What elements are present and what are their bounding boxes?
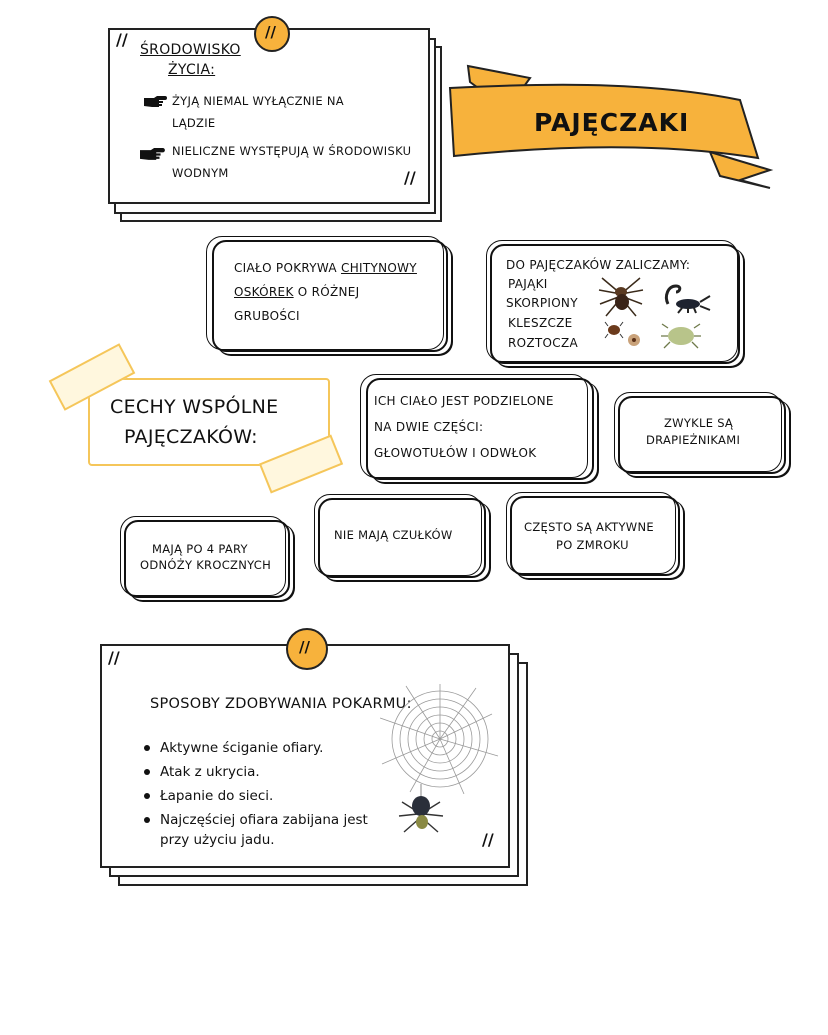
pointing-hand-icon <box>144 96 168 108</box>
pin-label: // <box>265 23 276 41</box>
tick-mark: // <box>482 830 494 849</box>
spider-icon <box>596 272 646 318</box>
habitat-heading-line2: ŻYCIA: <box>168 62 216 78</box>
habitat-heading-line1: ŚRODOWISKO <box>140 42 241 58</box>
antennae-line1: NIE MAJĄ CZUŁKÓW <box>334 528 453 542</box>
predators-outline <box>614 392 782 472</box>
body-cover-line1 <box>234 256 417 280</box>
body-cover-prefix: CIAŁO POKRYWA <box>234 261 342 275</box>
pin-label: // <box>299 638 310 656</box>
night-line2: PO ZMROKU <box>556 538 629 552</box>
food-item-4-line2: przy użyciu jadu. <box>160 832 275 848</box>
food-list <box>142 736 368 832</box>
body-cover-line2 <box>234 280 360 304</box>
tick-mark: // <box>116 30 128 49</box>
members-item-mites: ROZTOCZA <box>508 336 578 350</box>
scorpion-icon <box>660 280 712 314</box>
members-item-scorpions: SKORPIONY <box>506 296 578 310</box>
mite-icon <box>660 322 702 350</box>
pin-icon <box>254 16 290 52</box>
legs-line1: MAJĄ PO 4 PARY <box>152 542 248 556</box>
hanging-spider-icon <box>396 784 446 840</box>
food-card <box>100 644 532 886</box>
tick-mark: // <box>404 168 416 187</box>
food-heading: SPOSOBY ZDOBYWANIA POKARMU: <box>150 696 412 712</box>
food-item: Aktywne ściganie ofiary. <box>142 736 368 760</box>
habitat-item-2-line1: NIELICZNE WYSTĘPUJĄ W ŚRODOWISKU <box>172 144 412 158</box>
habitat-item-1-line2: LĄDZIE <box>172 116 216 130</box>
habitat-item-2-line2: WODNYM <box>172 166 229 180</box>
body-cover-cuticle: OSKÓREK <box>234 285 294 299</box>
body-cover-chitin: CHITYNOWY <box>341 261 417 275</box>
pin-icon <box>286 628 328 670</box>
members-item-ticks: KLESZCZE <box>508 316 573 330</box>
predators-line1: ZWYKLE SĄ <box>664 416 734 430</box>
pointing-hand-icon <box>140 148 166 161</box>
members-heading: DO PAJĘCZAKÓW ZALICZAMY: <box>506 258 691 272</box>
tick-bug-icon <box>604 320 648 350</box>
predators-line2: DRAPIEŻNIKAMI <box>646 433 741 447</box>
tick-mark: // <box>108 648 120 667</box>
spider-web-icon <box>380 684 500 794</box>
habitat-item-1-line1: ŻYJĄ NIEMAL WYŁĄCZNIE NA <box>172 94 344 108</box>
members-item-spiders: PAJĄKI <box>508 277 548 291</box>
body-parts-line1: ICH CIAŁO JEST PODZIELONE <box>374 394 554 408</box>
body-cover-line3: GRUBOŚCI <box>234 309 300 323</box>
body-parts-line3: GŁOWOTUŁÓW I ODWŁOK <box>374 446 537 460</box>
habitat-card <box>108 28 443 223</box>
food-item: Łapanie do sieci. <box>142 784 368 808</box>
food-item: Najczęściej ofiara zabijana jest <box>142 808 368 832</box>
common-title-line1: CECHY WSPÓLNE <box>110 396 279 418</box>
legs-line2: ODNÓŻY KROCZNYCH <box>140 558 272 572</box>
banner-title: PAJĘCZAKI <box>534 108 690 137</box>
legs-outline <box>120 516 286 596</box>
body-cover-suffix: O RÓŻNEJ <box>293 285 360 299</box>
food-item: Atak z ukrycia. <box>142 760 368 784</box>
night-line1: CZĘSTO SĄ AKTYWNE <box>524 520 654 534</box>
body-parts-line2: NA DWIE CZĘŚCI: <box>374 420 484 434</box>
common-title-line2: PAJĘCZAKÓW: <box>124 426 258 448</box>
